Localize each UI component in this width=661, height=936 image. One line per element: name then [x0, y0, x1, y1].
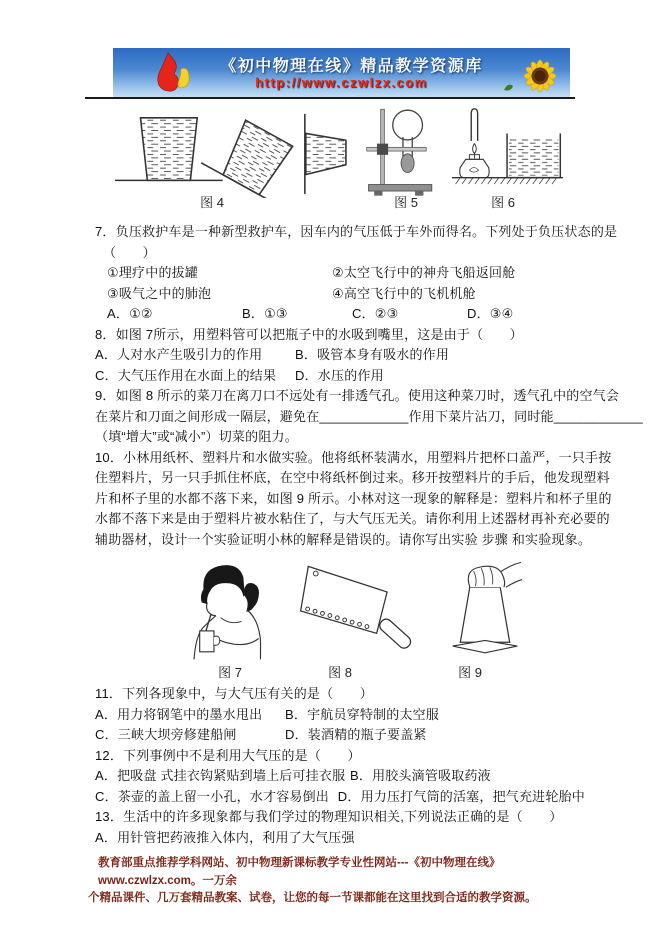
footer-line-2: 个精品课件、几万套精品教案、试卷，让您的每一节课都能在这里找到合适的教学资源。 — [88, 892, 537, 904]
q12-choice-c: C．茶壶的盖上留一小孔，水才容易倒出 — [95, 788, 329, 804]
q7-options-row2 — [95, 284, 585, 305]
figure-7-girl-drinking-straw-illustration — [175, 558, 270, 662]
q7-choice-c: C．②③ — [352, 306, 399, 321]
figure-8-label: 图 8 — [328, 665, 352, 680]
figure-5-label: 图 5 — [394, 195, 418, 210]
flame-logo-icon — [151, 51, 193, 95]
q7-stem: 7．负压救护车是一种新型救护车，因车内的气压低于车外而得名。下列处于负压状态的是 — [95, 224, 618, 239]
q10-line-2: 住塑料片，另一只手抓住杯底，在空中将纸杯倒过来。移开按塑料片的手后，他发现塑料 — [95, 470, 610, 485]
question-text-block — [95, 222, 643, 848]
figure-8-cleaver-with-holes-illustration — [290, 562, 420, 662]
sunflower-icon — [500, 54, 566, 94]
figure-9-label: 图 9 — [458, 665, 482, 680]
q10-line-4: 水都不落下来是由于塑料片被水粘住了，与大气压无关。请你利用上述器材再补充必要的 — [95, 511, 610, 526]
q8-choices-cd — [95, 366, 585, 387]
q11-choice-b: B．宇航员穿特制的太空服 — [285, 706, 440, 722]
site-footer — [88, 855, 582, 908]
q13-stem: 13．生活中的许多现象都与我们学过的物理知识相关,下列说法正确的是（ ） — [95, 809, 563, 824]
q11-stem: 11．下列各现象中，与大气压有关的是（ ） — [95, 686, 373, 701]
q8-choice-b: B．吸管本身有吸水的作用 — [295, 347, 450, 362]
q7-choices-row — [95, 304, 585, 325]
figure-6-label: 图 6 — [491, 195, 515, 210]
figure-4-liquid-containers-illustration — [113, 108, 348, 198]
q12-choice-b: B．用胶头滴管吸取药液 — [350, 768, 491, 783]
q7-option-3: ③吸气之中的肺泡 — [107, 285, 212, 301]
q9-line-1: 9．如图 8 所示的菜刀在离刀口不远处有一排透气孔。使用这种菜刀时，透气孔中的空气会 — [95, 388, 620, 403]
figure-9-hand-holding-inverted-cup-illustration — [447, 558, 523, 662]
q7-option-2: ②太空飞行中的神舟飞船返回舱 — [332, 265, 516, 280]
q12-choice-a: A．把吸盘 式挂衣钩紧贴到墙上后可挂衣服 — [95, 768, 346, 783]
figure-5-flask-on-stand-illustration — [363, 106, 442, 198]
q12-stem: 12．下列事例中不是利用大气压的是（ ） — [95, 747, 361, 763]
footer-line-1: 教育部重点推荐学科网站、初中物理新课标教学专业性网站---《初中物理在线》www.czwlzx.com。一万余 — [98, 857, 501, 887]
q12-choices-cd — [95, 787, 585, 808]
q11-choices-ab — [95, 705, 585, 726]
q7-choice-a: A．①② — [107, 306, 153, 321]
figure-row-middle — [95, 556, 585, 684]
site-title: 《初中物理在线》精品教学资源库 — [220, 58, 483, 75]
q8-choice-d: D．水压的作用 — [295, 367, 384, 383]
figure-6-burner-and-tank-illustration — [450, 106, 565, 196]
q7-choice-b: B．①③ — [242, 306, 288, 321]
q7-options-row1 — [95, 263, 585, 284]
figure-row-top — [105, 104, 575, 216]
q8-choice-c: C．大气压作用在水面上的结果 — [95, 367, 277, 383]
q10-line-5: 辅助器材，设计一个实验证明小林的解释是错误的。请你写出实验 步骤 和实验现象。 — [95, 531, 592, 547]
q11-choice-a: A．用力将钢笔中的墨水甩出 — [95, 706, 263, 722]
q13-choice-a: A．用针管把药液推入体内，利用了大气压强 — [95, 829, 355, 845]
q7-answer-brackets: （ ） — [103, 244, 156, 260]
q11-choice-c: C．三峡大坝旁修建船闸 — [95, 727, 237, 742]
q8-choice-a: A．人对水产生吸引力的作用 — [95, 347, 263, 362]
q12-choice-d: D．用力压打气筒的活塞，把气充进轮胎中 — [337, 788, 585, 804]
q10-line-1: 10．小林用纸杯、塑料片和水做实验。他将纸杯装满水，用塑料片把杯口盖严，一只手按 — [95, 449, 612, 465]
q7-choice-d: D．③④ — [467, 306, 514, 321]
q8-choices-ab — [95, 345, 585, 366]
figure-7-label: 图 7 — [218, 665, 242, 680]
figure-4-label: 图 4 — [200, 195, 224, 210]
q9-line-2: 在菜片和刀面之间形成一隔层，避免在____________作用下菜片沾刀，同时能____________ — [95, 408, 643, 424]
q9-line-3: （填“增大”或“减小”）切菜的阻力。 — [95, 429, 298, 444]
q11-choice-d: D．装酒精的瓶子要盖紧 — [285, 727, 427, 742]
q7-option-4: ④高空飞行中的飞机机舱 — [332, 285, 476, 301]
q11-choices-cd — [95, 725, 585, 746]
q10-line-3: 片和杯子里的水都不落下来，如图 9 所示。小林对这一现象的解释是：塑料片和杯子里的 — [95, 490, 612, 506]
site-banner — [113, 48, 570, 97]
q8-stem: 8．如图 7所示，用塑料管可以把瓶子中的水吸到嘴里，这是由于（ ） — [95, 326, 523, 342]
q12-choices-ab — [95, 766, 585, 787]
site-url-link[interactable]: http://www.czwlzx.com — [255, 75, 428, 90]
header-divider — [85, 97, 575, 99]
q7-option-1: ①理疗中的拔罐 — [107, 265, 199, 280]
